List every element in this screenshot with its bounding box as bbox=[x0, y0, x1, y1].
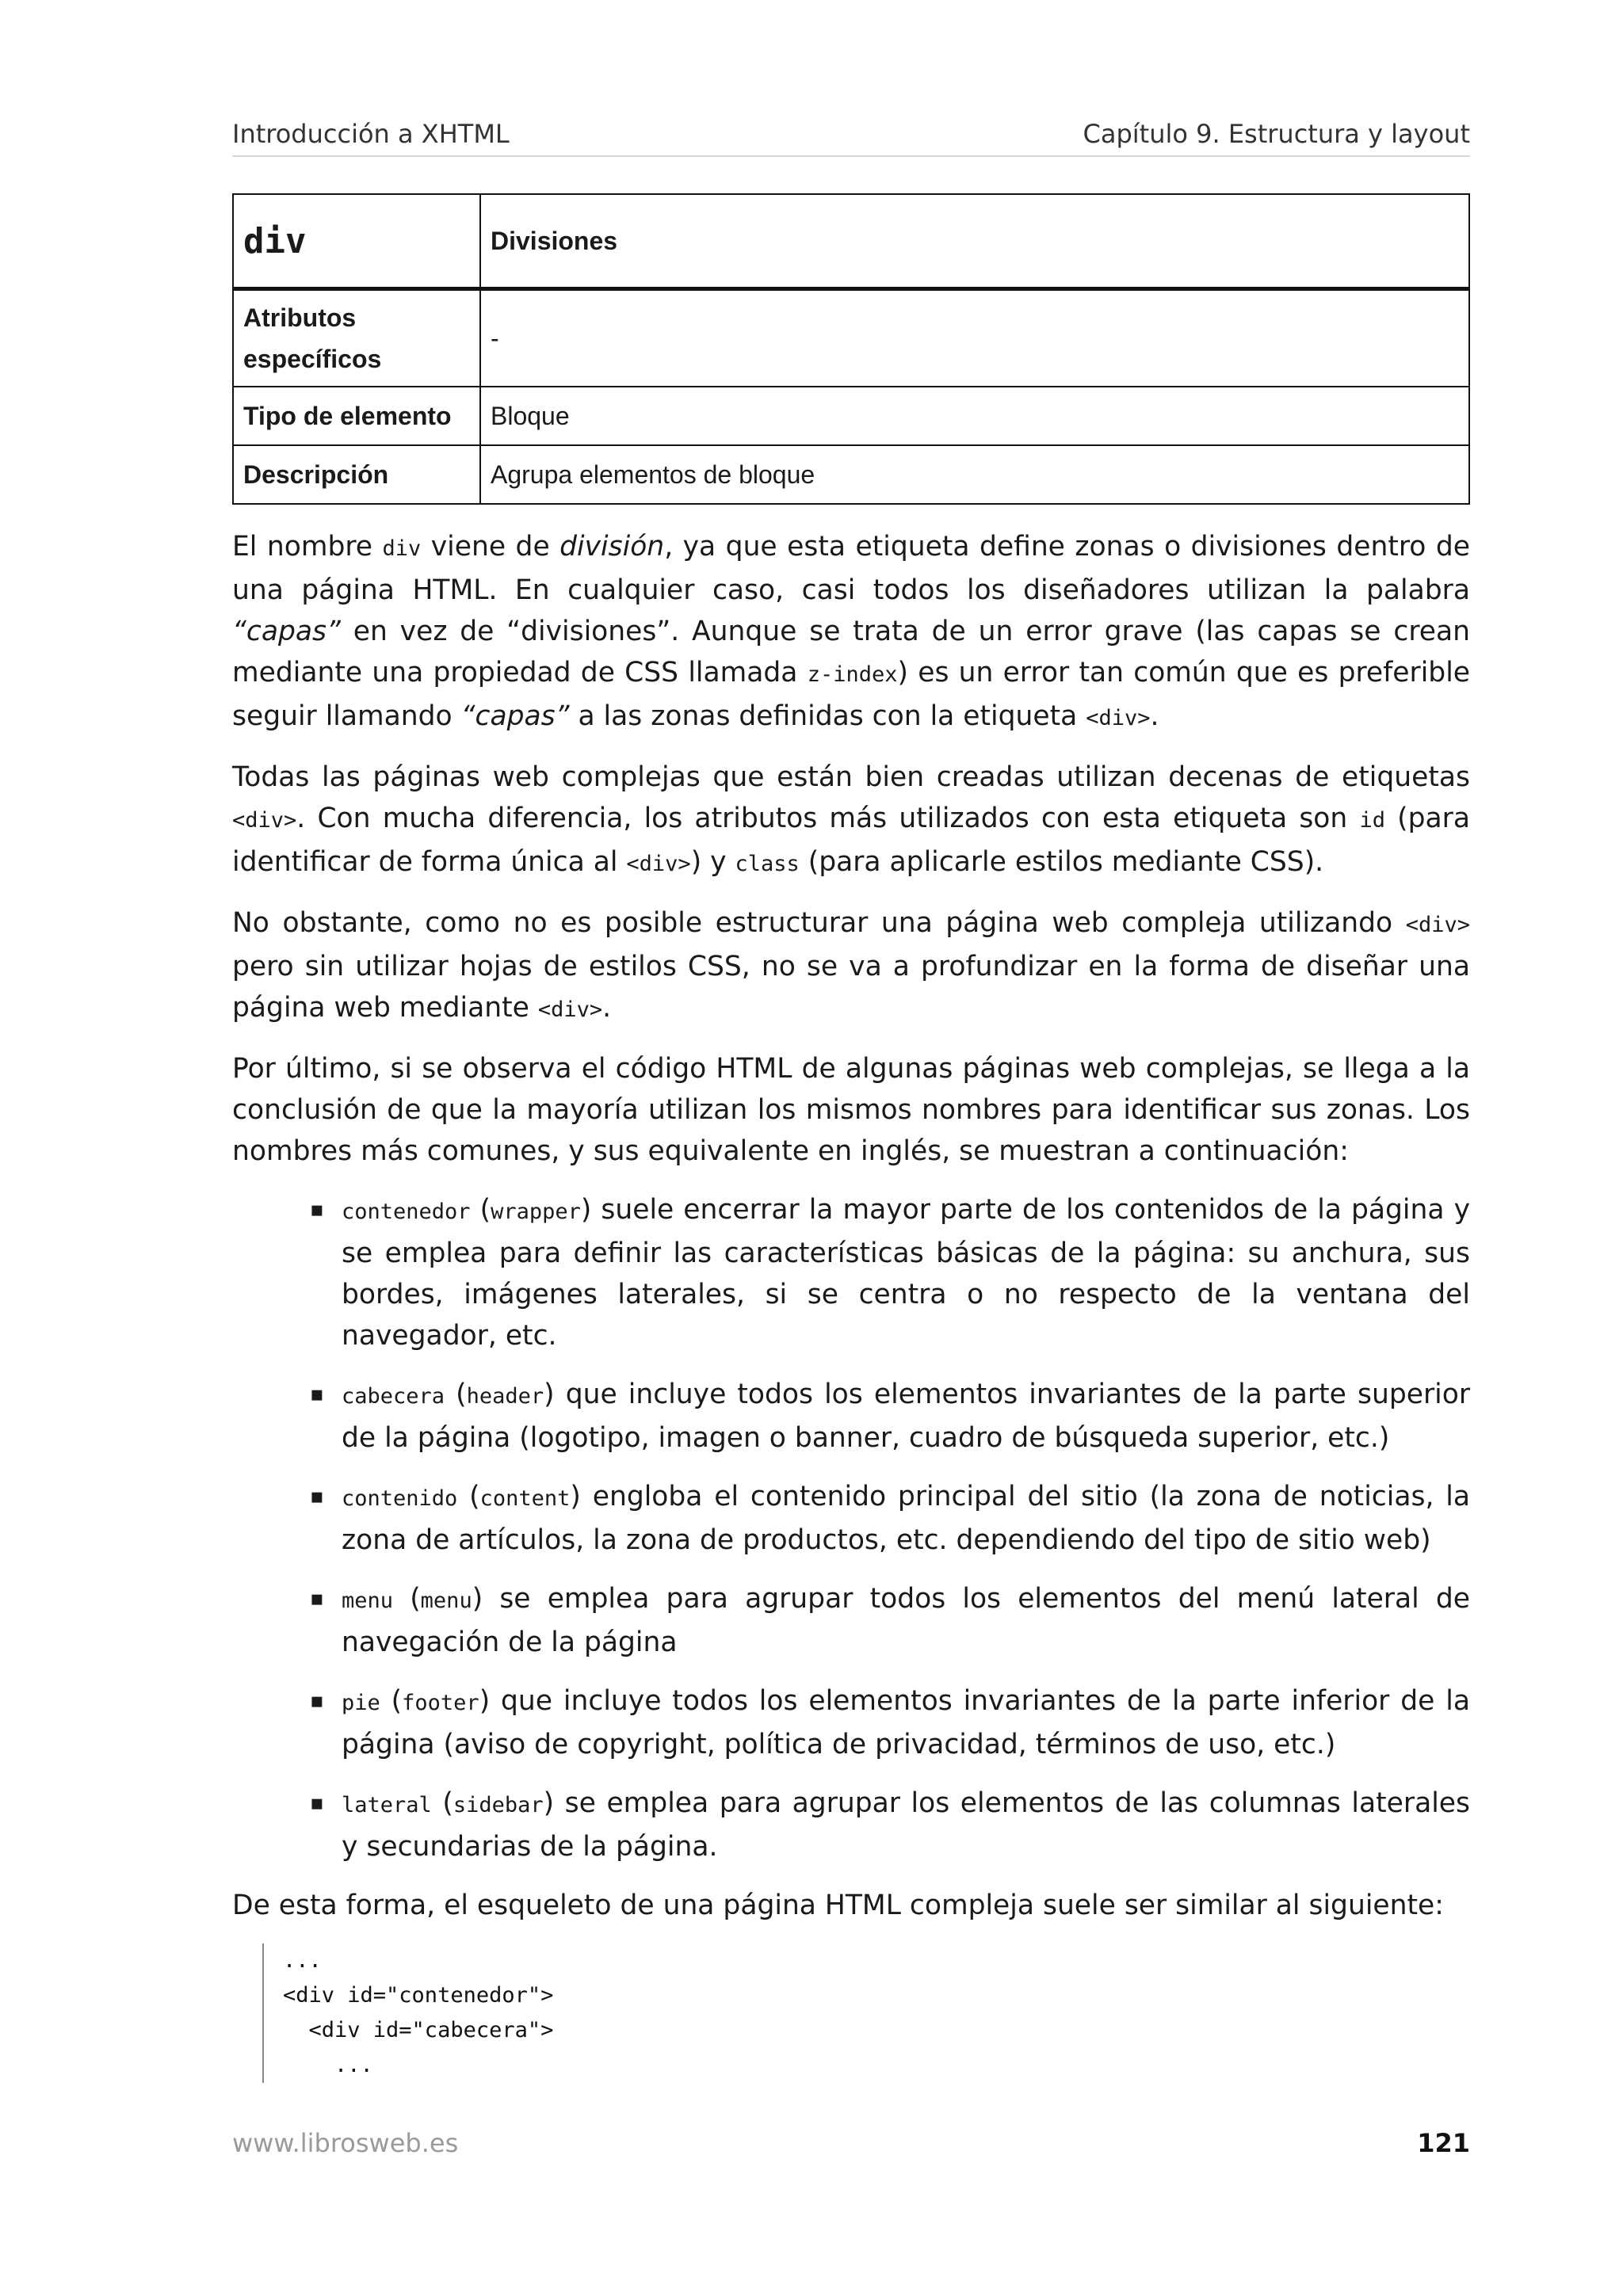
zone-description: ) se emplea para agrupar todos los elementos del menú lateral de navegación de la página bbox=[342, 1583, 1470, 1658]
paragraph-common-names: Por último, si se observa el código HTML de algunas páginas web complejas, se llega a la conclusión de que la mayoría utilizan los mismos nombres para identificar sus zonas. Los nombres más comunes, y sus equivalente en inglés, se muestran a continuación: bbox=[232, 1053, 1470, 1167]
emphasis: división bbox=[559, 531, 665, 563]
emphasis: “capas” bbox=[232, 616, 341, 647]
zone-description: ) que incluye todos los elementos invariantes de la parte inferior de la página (aviso de copyright, política de privacidad, términos de uso, etc.) bbox=[342, 1685, 1470, 1760]
text: No obstante, como no es posible estructurar una página web compleja utilizando bbox=[232, 907, 1406, 939]
zone-english-name: menu bbox=[420, 1589, 472, 1613]
text: viene de bbox=[421, 531, 560, 563]
inline-code: class bbox=[735, 852, 800, 876]
text: . Con mucha diferencia, los atributos más utilizados con esta etiqueta son bbox=[296, 803, 1360, 834]
body-text bbox=[232, 526, 1470, 2083]
code-block: ... <div id="contenedor"> <div id="cabecera"> ... bbox=[262, 1943, 1470, 2083]
text: (para aplicarle estilos mediante CSS). bbox=[799, 846, 1324, 878]
text: Todas las páginas web complejas que están bien creadas utilizan decenas de etiquetas bbox=[232, 761, 1470, 793]
list-item: ▪ lateral (sidebar) se emplea para agrupar los elementos de las columnas laterales y secundarias de la página. bbox=[342, 1783, 1470, 1867]
zone-name: contenedor bbox=[342, 1199, 471, 1224]
inline-code: <div> bbox=[1086, 706, 1151, 730]
zone-english-name: content bbox=[479, 1486, 571, 1511]
text: ) es un error tan común que es preferible seguir llamando bbox=[232, 657, 1471, 732]
row-key: Atributos específicos bbox=[233, 289, 480, 387]
list-item: ▪ contenedor (wrapper) suele encerrar la mayor parte de los contenidos de la página y se emplea para definir las características básicas de la página: su anchura, sus bordes, imágenes laterales, si se centra o no respecto de la ventana del navegador, etc. bbox=[342, 1189, 1470, 1356]
chapter-title: Capítulo 9. Estructura y layout bbox=[1083, 119, 1470, 149]
zone-description: ) engloba el contenido principal del sitio (la zona de noticias, la zona de artículos, la zona de productos, etc. dependiendo del tipo de sitio web) bbox=[342, 1481, 1470, 1556]
zone-english-name: sidebar bbox=[453, 1793, 544, 1817]
inline-code: <div> bbox=[232, 808, 297, 833]
inline-code: z-index bbox=[807, 662, 898, 687]
text: , ya que esta etiqueta define zonas o divisiones dentro de una página HTML. En cualquier caso, casi todos los diseñadores utilizan la palabra bbox=[232, 531, 1471, 606]
paragraph-skeleton-intro: De esta forma, el esqueleto de una página HTML compleja suele ser similar al siguiente: bbox=[232, 1890, 1444, 1921]
text: pero sin utilizar hojas de estilos CSS, no se va a profundizar en la forma de diseñar una página web mediante bbox=[232, 951, 1470, 1024]
book-title: Introducción a XHTML bbox=[232, 119, 510, 149]
zone-name: menu bbox=[342, 1589, 394, 1613]
element-tag: div bbox=[233, 194, 480, 289]
inline-code: <div> bbox=[537, 997, 603, 1022]
running-header bbox=[232, 119, 1470, 157]
text: . bbox=[602, 992, 612, 1024]
table-row bbox=[233, 445, 1469, 504]
zone-name: contenido bbox=[342, 1486, 458, 1511]
zone-name-list bbox=[232, 1189, 1470, 1867]
page-number: 121 bbox=[1417, 2128, 1470, 2158]
table-header-row bbox=[233, 194, 1469, 289]
zone-name: cabecera bbox=[342, 1384, 445, 1409]
row-value: - bbox=[480, 289, 1469, 387]
paragraph-css-note bbox=[232, 902, 1470, 1031]
page-footer bbox=[232, 2128, 1470, 2168]
table-row bbox=[233, 289, 1469, 387]
zone-english-name: header bbox=[466, 1384, 544, 1409]
text: a las zonas definidas con la etiqueta bbox=[569, 700, 1086, 732]
zone-name: pie bbox=[342, 1691, 380, 1715]
emphasis: “capas” bbox=[460, 700, 570, 732]
paragraph-div-name bbox=[232, 526, 1470, 739]
list-item: ▪ cabecera (header) que incluye todos los elementos invariantes de la parte superior de la página (logotipo, imagen o banner, cuadro de búsqueda superior, etc.) bbox=[342, 1374, 1470, 1459]
element-definition-table bbox=[232, 193, 1470, 505]
row-key: Tipo de elemento bbox=[233, 387, 480, 445]
element-tag-description: Divisiones bbox=[480, 194, 1469, 289]
row-key: Descripción bbox=[233, 445, 480, 504]
paragraph-div-attributes bbox=[232, 757, 1470, 885]
table-row bbox=[233, 387, 1469, 445]
zone-name: lateral bbox=[342, 1793, 432, 1817]
text: ) y bbox=[690, 846, 735, 878]
zone-description: ) se emplea para agrupar los elementos de las columnas laterales y secundarias de la página. bbox=[342, 1787, 1470, 1863]
list-item: ▪ menu (menu) se emplea para agrupar todos los elementos del menú lateral de navegación de la página bbox=[342, 1578, 1470, 1663]
inline-code: <div> bbox=[1405, 913, 1470, 937]
zone-description: ) suele encerrar la mayor parte de los contenidos de la página y se emplea para definir las características básicas de la página: su anchura, sus bordes, imágenes laterales, si se centra o no respecto de la ventana del navegador, etc. bbox=[342, 1194, 1470, 1352]
zone-english-name: wrapper bbox=[491, 1199, 581, 1224]
zone-description: ) que incluye todos los elementos invariantes de la parte superior de la página (logotipo, imagen o banner, cuadro de búsqueda superior, etc.) bbox=[342, 1379, 1471, 1454]
list-item: ▪ contenido (content) engloba el contenido principal del sitio (la zona de noticias, la zona de artículos, la zona de productos, etc. dependiendo del tipo de sitio web) bbox=[342, 1476, 1470, 1561]
text: (para identificar de forma única al bbox=[232, 803, 1471, 878]
inline-code: id bbox=[1359, 808, 1385, 833]
site-url[interactable]: www.librosweb.es bbox=[232, 2128, 459, 2158]
text: en vez de “divisiones”. Aunque se trata de un error grave (las capas se crean mediante una propiedad de CSS llamada bbox=[232, 616, 1470, 688]
list-item: ▪ pie (footer) que incluye todos los elementos invariantes de la parte inferior de la página (aviso de copyright, política de privacidad, términos de uso, etc.) bbox=[342, 1680, 1470, 1765]
row-value: Bloque bbox=[480, 387, 1469, 445]
zone-english-name: footer bbox=[402, 1691, 479, 1715]
inline-code: div bbox=[382, 536, 422, 561]
inline-code: <div> bbox=[626, 852, 691, 876]
text: . bbox=[1150, 700, 1159, 732]
text: El nombre bbox=[232, 531, 383, 563]
row-value: Agrupa elementos de bloque bbox=[480, 445, 1469, 504]
